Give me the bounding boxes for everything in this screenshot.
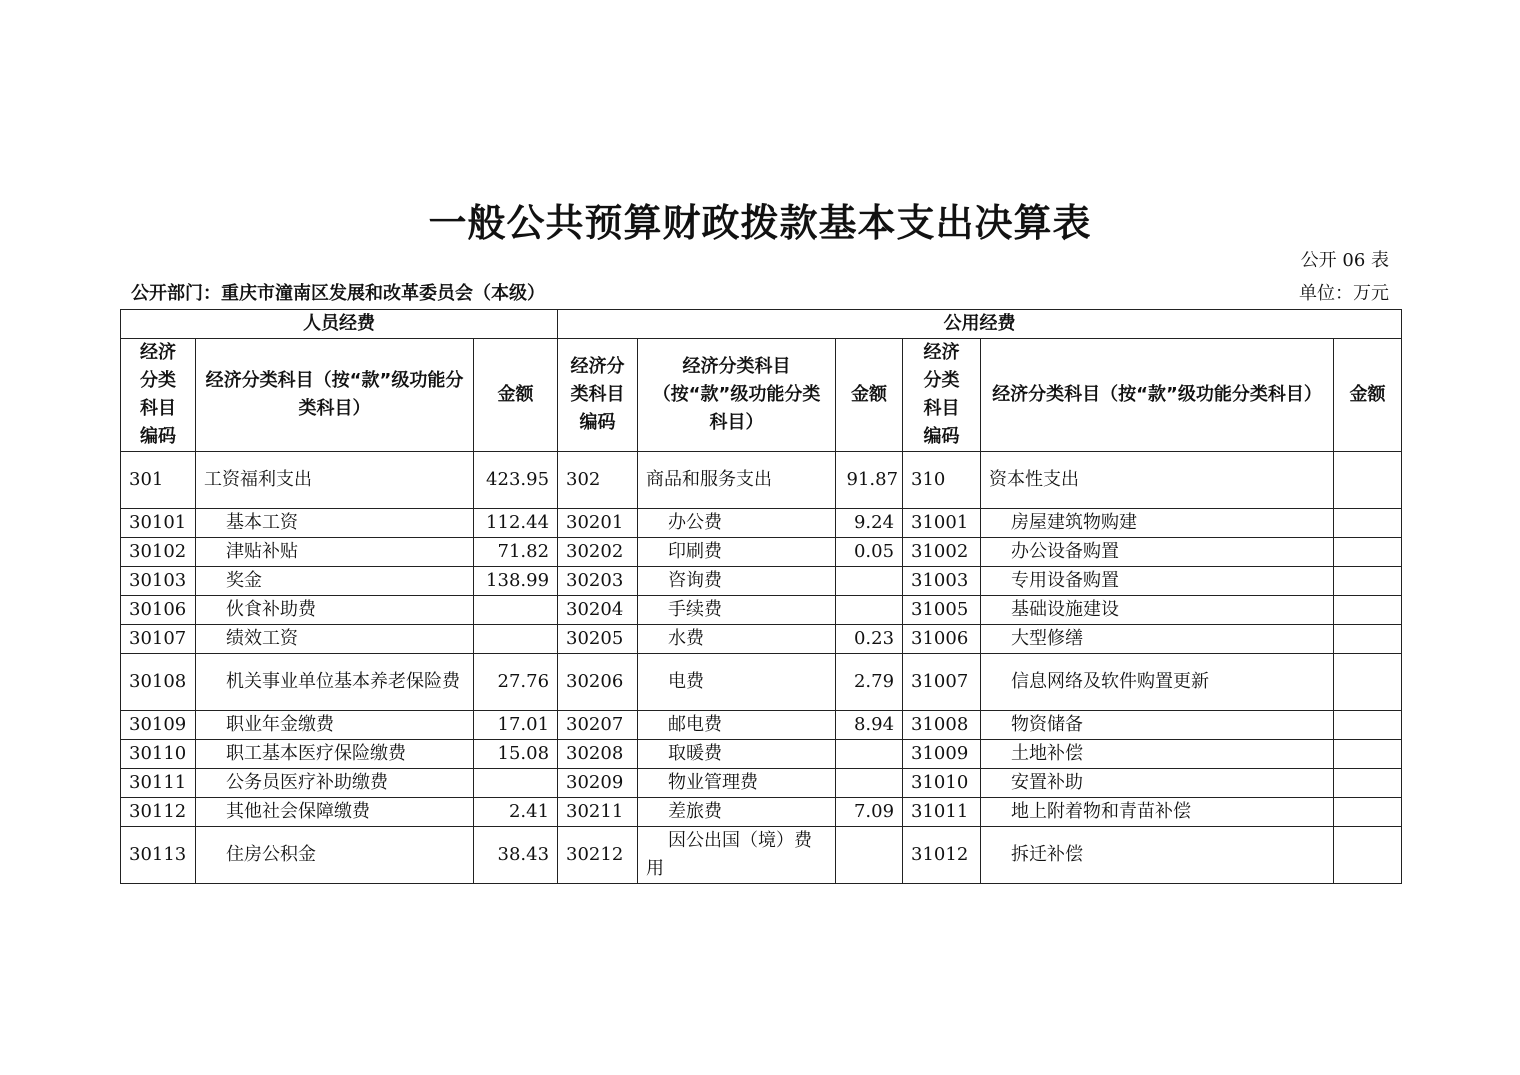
name-cell: 安置补助 (981, 769, 1334, 798)
amount-cell: 71.82 (474, 538, 558, 567)
code-cell: 30211 (558, 798, 638, 827)
code-cell: 31012 (903, 827, 981, 884)
name-cell: 电费 (638, 654, 836, 711)
department-label: 公开部门：重庆市潼南区发展和改革委员会（本级） (131, 283, 545, 304)
name-cell: 邮电费 (638, 711, 836, 740)
amount-cell: 9.24 (836, 509, 903, 538)
amount-cell (1334, 711, 1402, 740)
table-row (121, 567, 1402, 596)
table-row (121, 538, 1402, 567)
code-cell: 31001 (903, 509, 981, 538)
amount-cell (1334, 625, 1402, 654)
amount-cell: 2.79 (836, 654, 903, 711)
table-row (121, 509, 1402, 538)
group-header-public: 公用经费 (558, 310, 1402, 339)
name-cell: 信息网络及软件购置更新 (981, 654, 1334, 711)
name-cell: 工资福利支出 (196, 452, 474, 509)
name-cell: 伙食补助费 (196, 596, 474, 625)
amount-cell (836, 740, 903, 769)
amount-cell: 7.09 (836, 798, 903, 827)
table-row (121, 596, 1402, 625)
code-cell: 30203 (558, 567, 638, 596)
name-cell: 咨询费 (638, 567, 836, 596)
name-cell: 物资储备 (981, 711, 1334, 740)
code-cell: 30209 (558, 769, 638, 798)
code-cell: 30109 (121, 711, 196, 740)
table-row (121, 654, 1402, 711)
name-cell: 津贴补贴 (196, 538, 474, 567)
name-cell: 拆迁补偿 (981, 827, 1334, 884)
amount-cell: 0.05 (836, 538, 903, 567)
name-cell: 绩效工资 (196, 625, 474, 654)
code-cell: 30207 (558, 711, 638, 740)
header-amount: 金额 (474, 339, 558, 452)
code-cell: 30101 (121, 509, 196, 538)
name-cell: 大型修缮 (981, 625, 1334, 654)
name-cell: 基础设施建设 (981, 596, 1334, 625)
header-code: 经济分类科目编码 (121, 339, 196, 452)
code-cell: 30208 (558, 740, 638, 769)
table-row (121, 452, 1402, 509)
amount-cell (1334, 798, 1402, 827)
amount-cell (1334, 509, 1402, 538)
name-cell: 奖金 (196, 567, 474, 596)
code-cell: 31009 (903, 740, 981, 769)
code-cell: 30205 (558, 625, 638, 654)
code-cell: 31011 (903, 798, 981, 827)
name-cell: 商品和服务支出 (638, 452, 836, 509)
header-code: 经济分类科目编码 (903, 339, 981, 452)
code-cell: 30206 (558, 654, 638, 711)
code-cell: 30202 (558, 538, 638, 567)
name-cell: 办公设备购置 (981, 538, 1334, 567)
code-cell: 30107 (121, 625, 196, 654)
code-cell: 30113 (121, 827, 196, 884)
amount-cell: 138.99 (474, 567, 558, 596)
name-cell: 地上附着物和青苗补偿 (981, 798, 1334, 827)
amount-cell (1334, 740, 1402, 769)
amount-cell (1334, 827, 1402, 884)
amount-cell (836, 827, 903, 884)
name-cell: 水费 (638, 625, 836, 654)
code-cell: 30201 (558, 509, 638, 538)
header-code: 经济分类科目编码 (558, 339, 638, 452)
amount-cell: 423.95 (474, 452, 558, 509)
amount-cell (836, 769, 903, 798)
amount-cell: 38.43 (474, 827, 558, 884)
table-row (121, 740, 1402, 769)
table-row (121, 625, 1402, 654)
amount-cell (474, 625, 558, 654)
name-cell: 职工基本医疗保险缴费 (196, 740, 474, 769)
expenditure-table (120, 309, 1402, 884)
code-cell: 30106 (121, 596, 196, 625)
code-cell: 30204 (558, 596, 638, 625)
amount-cell: 112.44 (474, 509, 558, 538)
name-cell: 土地补偿 (981, 740, 1334, 769)
unit-label: 单位：万元 (1299, 283, 1389, 304)
name-cell: 机关事业单位基本养老保险费 (196, 654, 474, 711)
code-cell: 301 (121, 452, 196, 509)
name-cell: 房屋建筑物购建 (981, 509, 1334, 538)
code-cell: 31007 (903, 654, 981, 711)
code-cell: 30111 (121, 769, 196, 798)
amount-cell: 8.94 (836, 711, 903, 740)
amount-cell (1334, 596, 1402, 625)
form-number: 公开 06 表 (1300, 250, 1389, 271)
code-cell: 302 (558, 452, 638, 509)
table-row (121, 769, 1402, 798)
code-cell: 31006 (903, 625, 981, 654)
name-cell: 手续费 (638, 596, 836, 625)
name-cell: 物业管理费 (638, 769, 836, 798)
name-cell: 职业年金缴费 (196, 711, 474, 740)
name-cell: 住房公积金 (196, 827, 474, 884)
table-row (121, 798, 1402, 827)
amount-cell: 0.23 (836, 625, 903, 654)
code-cell: 31008 (903, 711, 981, 740)
code-cell: 31002 (903, 538, 981, 567)
amount-cell: 17.01 (474, 711, 558, 740)
name-cell: 因公出国（境）费用 (638, 827, 836, 884)
group-header-personnel: 人员经费 (121, 310, 558, 339)
amount-cell (474, 769, 558, 798)
code-cell: 30103 (121, 567, 196, 596)
header-amount: 金额 (836, 339, 903, 452)
code-cell: 30112 (121, 798, 196, 827)
amount-cell: 27.76 (474, 654, 558, 711)
code-cell: 31010 (903, 769, 981, 798)
amount-cell: 91.87 (836, 452, 903, 509)
name-cell: 资本性支出 (981, 452, 1334, 509)
code-cell: 30102 (121, 538, 196, 567)
code-cell: 310 (903, 452, 981, 509)
amount-cell: 15.08 (474, 740, 558, 769)
header-name: 经济分类科目（按“款”级功能分类科目） (196, 339, 474, 452)
header-amount: 金额 (1334, 339, 1402, 452)
table-row (121, 711, 1402, 740)
amount-cell (474, 596, 558, 625)
name-cell: 办公费 (638, 509, 836, 538)
code-cell: 30110 (121, 740, 196, 769)
amount-cell (1334, 769, 1402, 798)
table-row (121, 827, 1402, 884)
amount-cell (1334, 538, 1402, 567)
code-cell: 31005 (903, 596, 981, 625)
amount-cell: 2.41 (474, 798, 558, 827)
amount-cell (836, 596, 903, 625)
name-cell: 取暖费 (638, 740, 836, 769)
name-cell: 基本工资 (196, 509, 474, 538)
name-cell: 印刷费 (638, 538, 836, 567)
name-cell: 公务员医疗补助缴费 (196, 769, 474, 798)
header-name: 经济分类科目（按“款”级功能分类科目） (638, 339, 836, 452)
page-title: 一般公共预算财政拨款基本支出决算表 (428, 200, 1092, 245)
code-cell: 30108 (121, 654, 196, 711)
code-cell: 30212 (558, 827, 638, 884)
name-cell: 差旅费 (638, 798, 836, 827)
amount-cell (1334, 654, 1402, 711)
amount-cell (1334, 452, 1402, 509)
amount-cell (1334, 567, 1402, 596)
name-cell: 专用设备购置 (981, 567, 1334, 596)
name-cell: 其他社会保障缴费 (196, 798, 474, 827)
code-cell: 31003 (903, 567, 981, 596)
header-name: 经济分类科目（按“款”级功能分类科目） (981, 339, 1334, 452)
amount-cell (836, 567, 903, 596)
